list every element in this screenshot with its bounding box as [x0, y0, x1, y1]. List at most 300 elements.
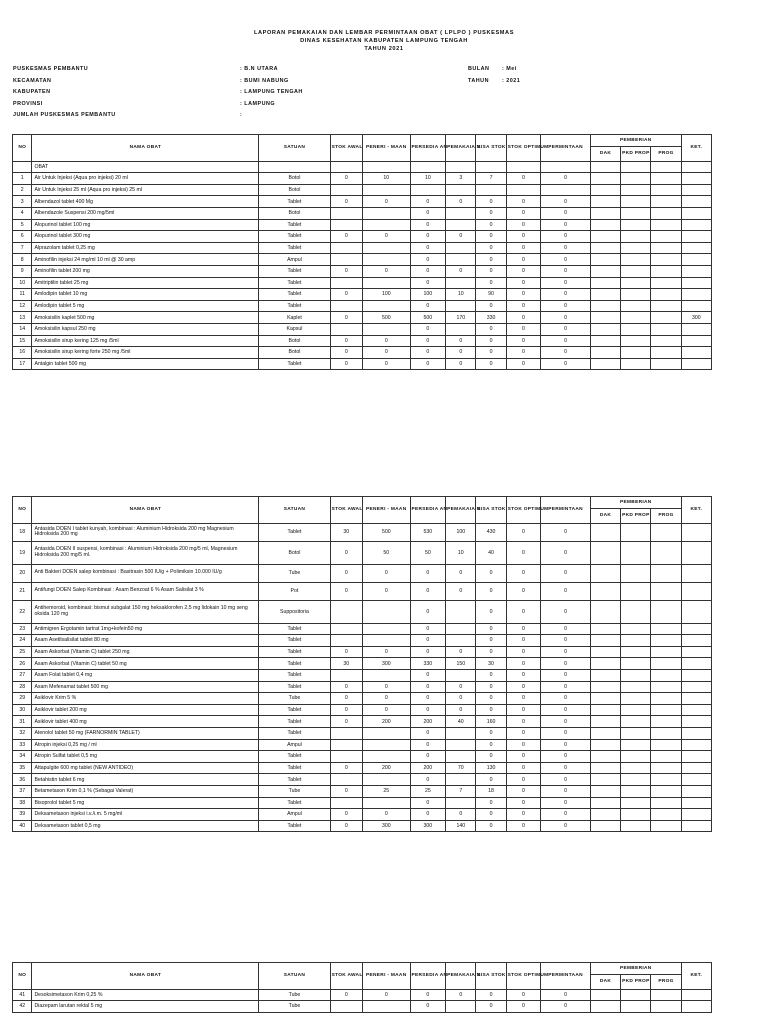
table-cell: 0	[410, 989, 446, 1001]
table-cell: 0	[541, 231, 591, 243]
table-cell: 0	[363, 646, 411, 658]
table-cell: 0	[330, 820, 362, 832]
table-row	[13, 231, 712, 243]
info-label-jumlah: JUMLAH PUSKESMAS PEMBANTU	[13, 112, 116, 118]
table-cell	[330, 635, 362, 647]
report-title-line-2: DINAS KESEHATAN KABUPATEN LAMPUNG TENGAH	[300, 38, 468, 44]
table-cell: 0	[330, 762, 362, 774]
table-cell	[621, 323, 651, 335]
table-cell: 40	[476, 541, 506, 564]
table-cell: 3	[446, 173, 476, 185]
table-cell	[330, 277, 362, 289]
table-cell: 0	[476, 669, 506, 681]
tahun-label: TAHUN	[468, 77, 489, 84]
empty-cell	[13, 161, 32, 173]
table-cell: 0	[506, 646, 541, 658]
table-cell	[681, 623, 711, 635]
table-cell: 160	[476, 716, 506, 728]
table-cell	[651, 254, 681, 266]
table-cell	[590, 739, 620, 751]
table-cell	[621, 231, 651, 243]
table-cell	[651, 669, 681, 681]
table-cell	[681, 564, 711, 582]
col-header-sisa-stok: SISA STOK	[476, 135, 506, 162]
table-cell	[681, 289, 711, 301]
table-cell: 40	[446, 716, 476, 728]
table-cell: 0	[506, 727, 541, 739]
table-cell: Tablet	[259, 242, 330, 254]
table-cell: 0	[410, 564, 446, 582]
table-cell: 0	[506, 1001, 541, 1013]
table-cell: 0	[506, 785, 541, 797]
table-cell: 0	[476, 358, 506, 370]
table-cell: Ampul	[259, 739, 330, 751]
drug-name-cell: Amoksisilin sirup kering 125 mg /5ml	[32, 335, 259, 347]
drug-name-cell: Alprazolam tablet 0,25 mg	[32, 242, 259, 254]
table-row	[13, 820, 712, 832]
drug-name-cell: Air Untuk Injeksi 25 ml (Aqua pro injeksi) 25 ml	[32, 184, 259, 196]
table-cell	[651, 173, 681, 185]
table-cell	[590, 184, 620, 196]
table-row	[13, 219, 712, 231]
table-cell	[681, 774, 711, 786]
table-cell	[621, 347, 651, 359]
table-cell	[681, 658, 711, 670]
table-cell	[330, 207, 362, 219]
drug-name-cell: Asam Mefenamat tablet 500 mg	[32, 681, 259, 693]
table-cell: 0	[476, 704, 506, 716]
table-cell: 3	[13, 196, 32, 208]
table-cell	[506, 184, 541, 196]
drug-name-cell: Deksametason tablet 0,5 mg	[32, 820, 259, 832]
table-cell: 0	[476, 231, 506, 243]
table-cell	[651, 646, 681, 658]
drug-table-page-1	[12, 134, 712, 370]
table-cell: 39	[13, 809, 32, 821]
table-cell: 13	[13, 312, 32, 324]
table-cell	[590, 173, 620, 185]
table-cell: 0	[541, 312, 591, 324]
table-cell: 0	[476, 751, 506, 763]
col-header-ket: KET.	[681, 963, 711, 990]
table-cell	[330, 797, 362, 809]
table-cell	[681, 727, 711, 739]
table-cell	[590, 809, 620, 821]
empty-cell	[590, 161, 620, 173]
table-cell	[651, 727, 681, 739]
table-cell	[651, 762, 681, 774]
empty-cell	[681, 161, 711, 173]
table-cell	[446, 300, 476, 312]
table-cell	[621, 523, 651, 541]
table-cell	[446, 727, 476, 739]
table-cell	[681, 809, 711, 821]
table-cell: 0	[363, 582, 411, 600]
table-cell: 0	[476, 635, 506, 647]
col-header-dak: DAK	[590, 508, 620, 523]
table-cell: 0	[541, 196, 591, 208]
table-cell: Pot	[259, 582, 330, 600]
table-cell	[651, 1001, 681, 1013]
drug-name-cell: Antimigren Ergotamin tartrat 1mg+kofein50 mg	[32, 623, 259, 635]
table-cell	[621, 219, 651, 231]
table-cell	[410, 184, 446, 196]
col-header-penerimaan: PENERI - MAAN	[363, 497, 411, 524]
table-row	[13, 600, 712, 623]
table-cell	[446, 797, 476, 809]
table-cell	[681, 300, 711, 312]
drug-name-cell: Diazepam larutan rektal 5 mg	[32, 1001, 259, 1013]
table-cell: Kaplet	[259, 312, 330, 324]
table-cell	[363, 242, 411, 254]
table-cell	[681, 254, 711, 266]
table-cell	[446, 277, 476, 289]
table-cell: 0	[446, 681, 476, 693]
table-cell	[446, 669, 476, 681]
table-cell	[330, 300, 362, 312]
table-cell: 0	[541, 564, 591, 582]
table-cell	[363, 797, 411, 809]
table-cell: 0	[506, 623, 541, 635]
table-cell: 0	[410, 669, 446, 681]
drug-name-cell: Attapulgite 600 mg tablet (NEW ANTIDEO)	[32, 762, 259, 774]
empty-cell	[621, 161, 651, 173]
table-cell	[621, 541, 651, 564]
drug-name-cell: Betahistin tablet 6 mg	[32, 774, 259, 786]
table-row	[13, 669, 712, 681]
table-cell	[330, 1001, 362, 1013]
table-cell: Tablet	[259, 231, 330, 243]
report-title-line-3: TAHUN 2021	[364, 46, 404, 52]
table-cell: 0	[446, 265, 476, 277]
table-cell: 0	[363, 196, 411, 208]
table-cell: 0	[363, 335, 411, 347]
table-cell: 0	[506, 669, 541, 681]
table-cell: 0	[410, 774, 446, 786]
table-cell: 0	[476, 646, 506, 658]
table-row	[13, 785, 712, 797]
col-header-nama: NAMA OBAT	[32, 963, 259, 990]
drug-name-cell: Antalgin tablet 500 mg	[32, 358, 259, 370]
table-cell: Tablet	[259, 820, 330, 832]
table-cell	[590, 989, 620, 1001]
table-cell: 17	[13, 358, 32, 370]
table-cell: 28	[13, 681, 32, 693]
table-cell	[681, 989, 711, 1001]
table-cell	[651, 716, 681, 728]
table-cell: 0	[541, 219, 591, 231]
drug-name-cell: Asiklovir Krim 5 %	[32, 693, 259, 705]
header-row	[13, 497, 712, 509]
table-row	[13, 727, 712, 739]
col-header-penerimaan: PENERI - MAAN	[363, 135, 411, 162]
drug-name-cell: Aminofilin injeksi 24 mg/ml 10 ml @ 30 amp	[32, 254, 259, 266]
table-cell: 0	[410, 323, 446, 335]
table-cell: 0	[541, 242, 591, 254]
table-cell: 300	[363, 820, 411, 832]
table-cell	[681, 600, 711, 623]
table-cell: 11	[13, 289, 32, 301]
table-row	[13, 797, 712, 809]
table-row	[13, 635, 712, 647]
table-cell	[621, 658, 651, 670]
col-header-satuan: SATUAN	[259, 135, 330, 162]
table-row	[13, 989, 712, 1001]
col-header-prog: PROG	[651, 974, 681, 989]
table-cell	[446, 254, 476, 266]
table-cell: 0	[541, 669, 591, 681]
table-cell	[363, 751, 411, 763]
table-cell	[681, 347, 711, 359]
col-header-nama: NAMA OBAT	[32, 497, 259, 524]
table-cell: 0	[363, 704, 411, 716]
drug-name-cell: Amlodipin tablet 10 mg	[32, 289, 259, 301]
table-cell: 300	[681, 312, 711, 324]
table-cell: 5	[13, 219, 32, 231]
table-cell: 25	[363, 785, 411, 797]
table-cell: 0	[330, 582, 362, 600]
col-header-stok-optimum: STOK OPTIMUM	[506, 135, 541, 162]
table-cell: 100	[410, 289, 446, 301]
table-cell: 330	[410, 658, 446, 670]
table-cell: 0	[541, 335, 591, 347]
col-header-permintaan: PERMINTAAN	[541, 135, 591, 162]
table-cell	[621, 774, 651, 786]
table-cell	[590, 323, 620, 335]
table-cell	[446, 623, 476, 635]
table-cell: 200	[410, 762, 446, 774]
table-cell	[330, 774, 362, 786]
table-cell	[363, 184, 411, 196]
table-cell: 0	[410, 600, 446, 623]
table-cell: 0	[330, 693, 362, 705]
table-cell	[681, 582, 711, 600]
table-cell: 0	[506, 312, 541, 324]
table-cell: 0	[541, 523, 591, 541]
table-cell: 0	[541, 751, 591, 763]
table-cell: 0	[410, 207, 446, 219]
table-cell: Tube	[259, 564, 330, 582]
drug-name-cell: Atropin Sulfat tablet 0,5 mg	[32, 751, 259, 763]
table-cell: 0	[476, 335, 506, 347]
table-cell	[621, 797, 651, 809]
table-cell: 0	[541, 1001, 591, 1013]
table-cell	[651, 635, 681, 647]
table-cell: Tablet	[259, 669, 330, 681]
table-cell: 0	[330, 265, 362, 277]
table-cell: 30	[330, 658, 362, 670]
table-row	[13, 173, 712, 185]
table-cell	[651, 265, 681, 277]
drug-name-cell: Asam Asetilsalisilat tablet 80 mg	[32, 635, 259, 647]
table-cell: 0	[506, 219, 541, 231]
table-cell: 140	[446, 820, 476, 832]
table-cell: 300	[363, 658, 411, 670]
table-cell	[651, 289, 681, 301]
table-cell	[621, 254, 651, 266]
table-cell	[681, 265, 711, 277]
col-header-permintaan: PERMINTAAN	[541, 963, 591, 990]
table-cell	[590, 312, 620, 324]
table-cell: 0	[410, 196, 446, 208]
table-cell: 0	[541, 582, 591, 600]
table-cell: Botol	[259, 173, 330, 185]
table-cell	[651, 623, 681, 635]
table-cell	[590, 300, 620, 312]
table-row	[13, 184, 712, 196]
table-cell	[330, 219, 362, 231]
table-cell: 150	[446, 658, 476, 670]
table-cell	[590, 541, 620, 564]
table-cell: 9	[13, 265, 32, 277]
table-cell: 0	[330, 564, 362, 582]
table-cell: 30	[13, 704, 32, 716]
table-row	[13, 809, 712, 821]
header-row	[13, 135, 712, 147]
table-cell	[590, 820, 620, 832]
table-cell: 0	[410, 335, 446, 347]
table-cell: 0	[476, 600, 506, 623]
table-cell	[621, 785, 651, 797]
table-cell: Tablet	[259, 300, 330, 312]
table-cell	[590, 582, 620, 600]
drug-name-cell: Alopurinol tablet 100 mg	[32, 219, 259, 231]
table-cell: Botol	[259, 207, 330, 219]
table-cell: 0	[330, 231, 362, 243]
table-cell	[621, 751, 651, 763]
drug-name-cell: Amoksisilin kapsul 250 mg	[32, 323, 259, 335]
table-cell	[651, 335, 681, 347]
table-cell	[681, 751, 711, 763]
table-cell	[621, 681, 651, 693]
table-cell: 0	[363, 347, 411, 359]
table-cell: 0	[476, 277, 506, 289]
table-cell	[681, 693, 711, 705]
section-row	[13, 161, 712, 173]
info-label-puskesmas: PUSKESMAS PEMBANTU	[13, 66, 89, 72]
table-cell: 0	[330, 173, 362, 185]
table-cell	[621, 693, 651, 705]
table-cell: 0	[446, 582, 476, 600]
table-cell: 0	[446, 809, 476, 821]
table-cell: 23	[13, 623, 32, 635]
table-row	[13, 681, 712, 693]
empty-cell	[446, 161, 476, 173]
table-cell: Tablet	[259, 774, 330, 786]
empty-cell	[259, 161, 330, 173]
table-cell: 7	[13, 242, 32, 254]
table-cell: Ampul	[259, 809, 330, 821]
table-cell	[590, 774, 620, 786]
table-cell: 40	[13, 820, 32, 832]
table-cell	[590, 196, 620, 208]
table-cell: 0	[541, 207, 591, 219]
table-cell	[681, 669, 711, 681]
table-cell: 0	[541, 277, 591, 289]
table-cell: 18	[13, 523, 32, 541]
table-cell: 0	[476, 564, 506, 582]
table-cell: 27	[13, 669, 32, 681]
table-cell: 0	[363, 681, 411, 693]
table-cell: 0	[330, 989, 362, 1001]
table-cell	[681, 173, 711, 185]
col-header-ket: KET.	[681, 497, 711, 524]
table-cell	[651, 564, 681, 582]
drug-table-page-2	[12, 496, 712, 832]
table-cell	[590, 254, 620, 266]
table-cell: 18	[476, 785, 506, 797]
table-cell	[590, 681, 620, 693]
table-cell: 0	[541, 323, 591, 335]
table-cell: 0	[330, 347, 362, 359]
table-cell: Tablet	[259, 704, 330, 716]
table-cell	[590, 762, 620, 774]
table-cell: Kapsul	[259, 323, 330, 335]
table-cell	[651, 582, 681, 600]
table-cell: Botol	[259, 184, 330, 196]
table-cell: Tablet	[259, 681, 330, 693]
col-header-pemakaian: PEMAKAIA N	[446, 135, 476, 162]
drug-name-cell: Asiklovir tablet 400 mg	[32, 716, 259, 728]
table-cell: 0	[410, 219, 446, 231]
table-cell: 0	[506, 681, 541, 693]
table-cell: 26	[13, 658, 32, 670]
table-cell: 90	[476, 289, 506, 301]
table-row	[13, 751, 712, 763]
table-cell: 34	[13, 751, 32, 763]
table-cell: 7	[476, 173, 506, 185]
table-cell: 38	[13, 797, 32, 809]
table-cell	[590, 277, 620, 289]
table-cell	[651, 797, 681, 809]
table-cell	[681, 739, 711, 751]
table-cell: 21	[13, 582, 32, 600]
table-cell: 0	[506, 173, 541, 185]
table-cell: 0	[506, 751, 541, 763]
table-row	[13, 254, 712, 266]
table-cell: 0	[541, 541, 591, 564]
table-cell: 8	[13, 254, 32, 266]
col-header-penerimaan: PENERI - MAAN	[363, 963, 411, 990]
table-cell: 0	[506, 358, 541, 370]
table-cell: 0	[446, 693, 476, 705]
table-cell	[590, 231, 620, 243]
table-cell	[590, 658, 620, 670]
table-cell: 0	[506, 658, 541, 670]
drug-name-cell: Antasida DOEN I tablet kunyah, kombinasi : Aluminium Hidroksida 200 mg Magnesium Hidroksida 200 mg	[32, 523, 259, 541]
table-cell: 0	[541, 739, 591, 751]
table-cell: 0	[541, 809, 591, 821]
table-cell: 500	[363, 312, 411, 324]
table-cell	[446, 1001, 476, 1013]
table-row	[13, 1001, 712, 1013]
table-cell: 0	[541, 623, 591, 635]
info-value-kabupaten: : LAMPUNG TENGAH	[240, 89, 303, 95]
table-cell: 0	[476, 623, 506, 635]
table-cell	[590, 797, 620, 809]
table-row	[13, 300, 712, 312]
table-cell	[621, 265, 651, 277]
table-cell: Tablet	[259, 762, 330, 774]
table-cell	[681, 797, 711, 809]
col-header-ket: KET.	[681, 135, 711, 162]
table-cell	[621, 809, 651, 821]
col-header-pkd-prop: PKD PROP	[621, 508, 651, 523]
table-cell	[681, 335, 711, 347]
table-cell	[681, 1001, 711, 1013]
table-cell	[621, 242, 651, 254]
table-row	[13, 646, 712, 658]
